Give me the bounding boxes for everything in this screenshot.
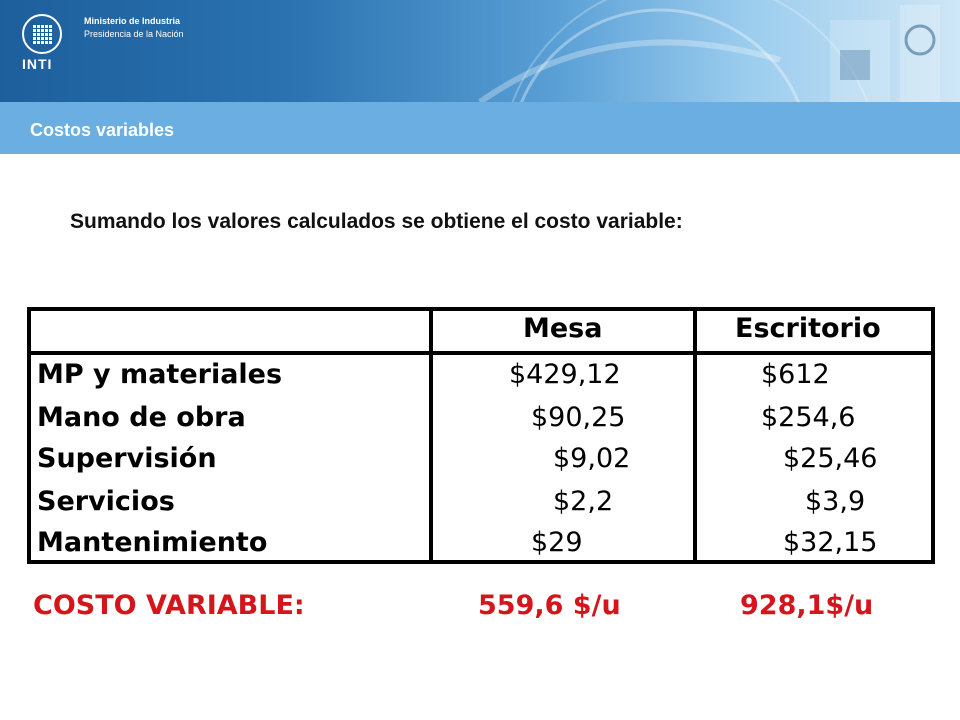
row-label: MP y materiales — [37, 359, 283, 390]
inti-logo-icon — [22, 14, 62, 54]
cell-escritorio: $3,9 — [805, 486, 866, 517]
cell-mesa: $90,25 — [531, 402, 626, 433]
cell-escritorio: $612 — [761, 359, 830, 390]
ministry-subtitle: Presidencia de la Nación — [84, 29, 184, 39]
column-header-escritorio: Escritorio — [735, 313, 881, 344]
cell-escritorio: $254,6 — [761, 402, 856, 433]
total-escritorio: 928,1$/u — [740, 590, 874, 621]
cell-mesa: $9,02 — [553, 443, 631, 474]
cell-mesa: $29 — [531, 527, 583, 558]
row-label: Supervisión — [37, 443, 217, 474]
cost-table — [27, 307, 935, 564]
table-divider — [693, 311, 697, 560]
total-mesa: 559,6 $/u — [478, 590, 621, 621]
row-label: Mano de obra — [37, 402, 246, 433]
ministry-name: Ministerio de Industria — [84, 16, 181, 26]
cell-escritorio: $32,15 — [783, 527, 878, 558]
row-label: Mantenimiento — [37, 527, 268, 558]
org-acronym: INTI — [22, 56, 53, 72]
cell-mesa: $2,2 — [553, 486, 614, 517]
row-label: Servicios — [37, 486, 175, 517]
industrial-background-image — [360, 0, 960, 102]
cell-escritorio: $25,46 — [783, 443, 878, 474]
table-header-rule — [31, 351, 931, 355]
table-divider — [429, 311, 433, 560]
intro-paragraph: Sumando los valores calculados se obtiene el costo variable: — [70, 210, 683, 233]
page-title: Costos variables — [30, 120, 175, 140]
total-label: COSTO VARIABLE: — [33, 590, 305, 621]
header-banner — [0, 0, 960, 102]
column-header-mesa: Mesa — [523, 313, 603, 344]
cell-mesa: $429,12 — [509, 359, 621, 390]
